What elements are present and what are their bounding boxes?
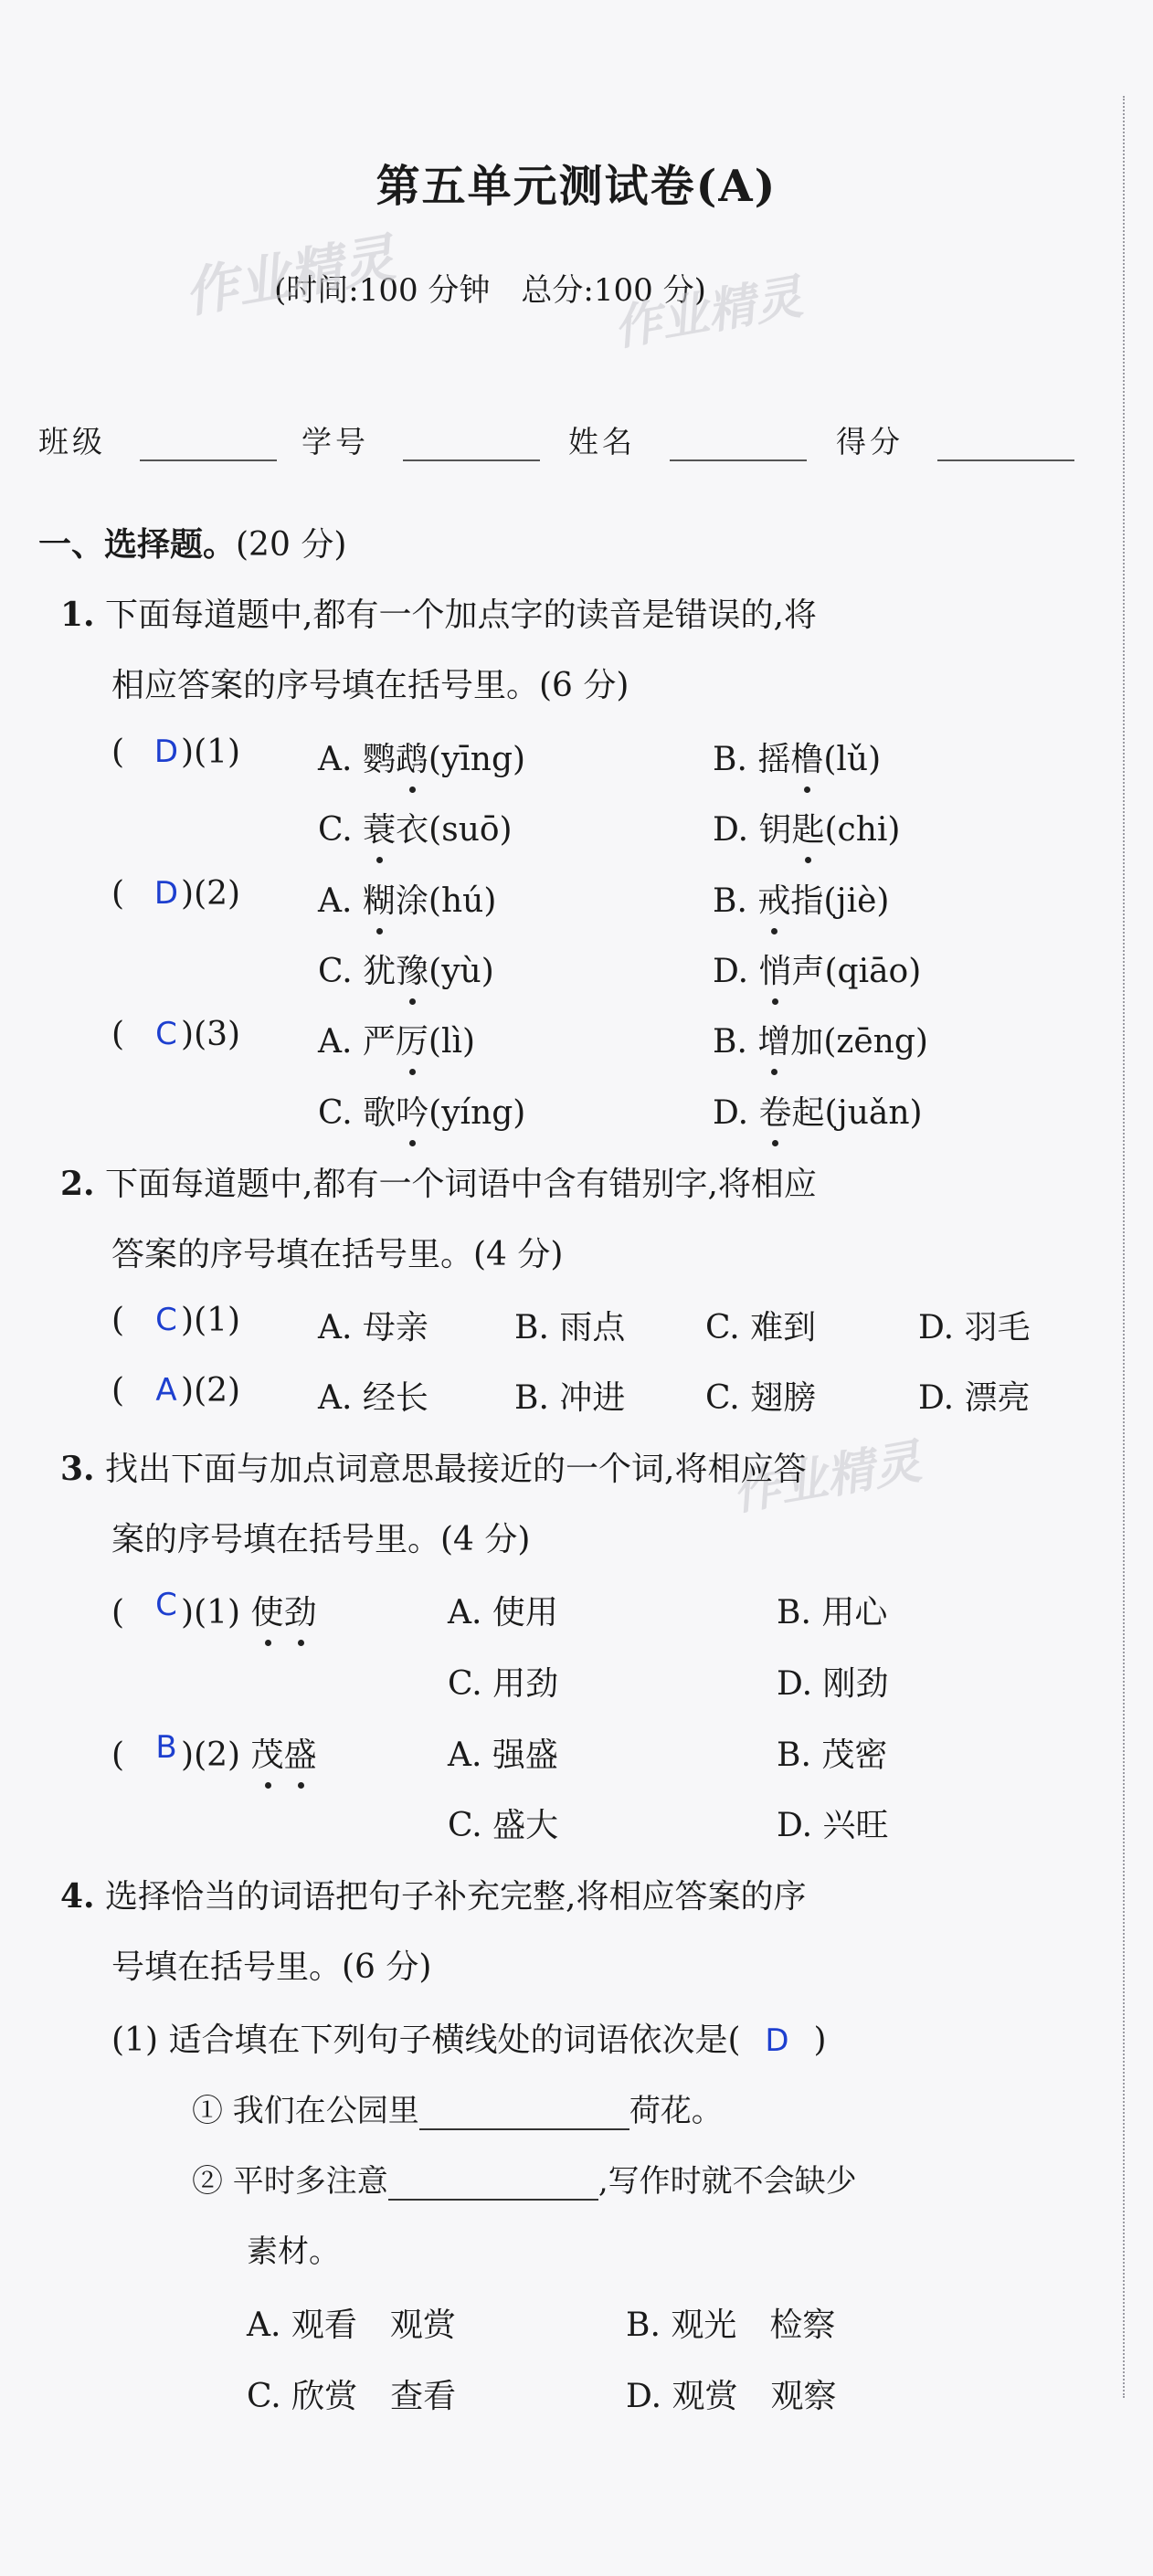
option-b: B. 冲进 xyxy=(514,1379,626,1417)
answer-value: C xyxy=(155,1016,177,1052)
option-a: A. 糊涂(hú) xyxy=(318,875,496,922)
option-d: D. 刚劲 xyxy=(777,1665,889,1703)
option-c: C. 难到 xyxy=(705,1309,817,1346)
question-1-line1 xyxy=(60,589,817,636)
question-text: 选择恰当的词语把句子补充完整,将相应答案的序 xyxy=(105,1878,807,1916)
option-c: C. 用劲 xyxy=(448,1665,559,1703)
answer-paren: ( D )(2) xyxy=(111,875,241,913)
item-number: (2) xyxy=(194,1372,241,1409)
option-c: C. 蓑衣(suō) xyxy=(318,804,513,850)
info-score xyxy=(836,418,1074,461)
answer-paren: ( A )(2) xyxy=(111,1372,241,1409)
option-b: B. 雨点 xyxy=(514,1309,626,1346)
option-b: B. 茂密 xyxy=(777,1737,888,1774)
question-number: 4. xyxy=(60,1877,95,1916)
option-a: A. 使用 xyxy=(448,1594,558,1631)
option-d: D. 卷起(juǎn) xyxy=(713,1087,923,1134)
fill-blank[interactable] xyxy=(388,2199,598,2201)
question-number: 3. xyxy=(60,1450,95,1488)
label-name: 姓名 xyxy=(568,424,636,459)
answer-value: D xyxy=(153,875,179,912)
answer-value: A xyxy=(155,1372,177,1409)
option-a: A. 鹦鹉(yīng) xyxy=(318,734,525,780)
answer-value: D xyxy=(765,2022,789,2059)
item-number: (1) xyxy=(194,1594,241,1631)
option-b: B. 观光 检察 xyxy=(626,2307,836,2344)
option-a: A. 强盛 xyxy=(448,1737,558,1774)
question-1-line2: 相应答案的序号填在括号里。(6 分) xyxy=(111,667,629,704)
page-title: 第五单元测试卷(A) xyxy=(376,161,777,212)
name-field[interactable] xyxy=(670,459,807,461)
section-title xyxy=(38,519,346,565)
info-id xyxy=(301,418,540,461)
answer-paren: ( D )(1) xyxy=(111,734,241,771)
sentence-text: ① 我们在公园里 xyxy=(192,2093,419,2129)
option-d: D. 悄声(qiāo) xyxy=(713,945,921,992)
info-class xyxy=(38,418,277,461)
item-number: (1) xyxy=(194,1302,241,1339)
sub-question-1 xyxy=(111,2014,827,2061)
question-text: 下面每道题中,都有一个加点字的读音是错误的,将 xyxy=(105,596,817,634)
question-4-line2: 号填在括号里。(6 分) xyxy=(111,1948,432,1986)
option-b: B. 用心 xyxy=(777,1594,888,1631)
option-c: C. 翅膀 xyxy=(705,1379,817,1417)
answer-value: C xyxy=(155,1302,177,1338)
binding-dotted-line xyxy=(1123,96,1125,2398)
sub-question-stem: (1) 适合填在下列句子横线处的词语依次是( xyxy=(111,2022,741,2059)
question-4-line1 xyxy=(60,1871,807,1917)
question-2-line1 xyxy=(60,1158,817,1205)
option-d: D. 兴旺 xyxy=(777,1807,889,1844)
sentence-2-cont: 素材。 xyxy=(247,2233,340,2270)
option-d: D. 钥匙(chi) xyxy=(713,804,900,850)
item-number: (3) xyxy=(194,1016,241,1053)
watermark: 作业精灵 xyxy=(609,269,807,357)
option-a: A. 母亲 xyxy=(318,1309,428,1346)
option-a: A. 观看 观赏 xyxy=(247,2307,456,2344)
sentence-text: ,写作时就不会缺少 xyxy=(598,2163,857,2200)
fill-blank[interactable] xyxy=(419,2128,629,2130)
option-b: B. 摇橹(lǔ) xyxy=(713,734,881,780)
label-class: 班级 xyxy=(38,424,106,459)
answer-paren: ( B )(2) 茂盛 xyxy=(111,1729,317,1774)
question-3-line1: 3. 找出下面与加点词意思最接近的一个词,将相应答 xyxy=(60,1450,807,1488)
label-score: 得分 xyxy=(836,424,904,459)
paren-close: ) xyxy=(813,2022,827,2059)
option-c: C. 欣赏 查看 xyxy=(247,2378,457,2415)
answer-paren: ( C )(3) xyxy=(111,1016,241,1053)
option-b: B. 戒指(jiè) xyxy=(713,875,889,922)
option-b: B. 增加(zēng) xyxy=(713,1016,928,1062)
option-c: C. 歌吟(yíng) xyxy=(318,1087,525,1134)
item-number: (1) xyxy=(194,734,241,771)
item-number: (2) xyxy=(194,1737,241,1774)
sentence-text: 荷花。 xyxy=(629,2093,723,2129)
watermark: 作业精灵 xyxy=(728,1434,926,1522)
item-number: (2) xyxy=(194,875,241,913)
option-c: C. 犹豫(yù) xyxy=(318,945,494,992)
answer-paren: ( C )(1) xyxy=(111,1302,241,1339)
answer-value: D xyxy=(153,734,179,770)
section-heading: 一、选择题。 xyxy=(38,525,237,564)
question-2-line2: 答案的序号填在括号里。(4 分) xyxy=(111,1236,564,1273)
option-d: D. 羽毛 xyxy=(918,1309,1031,1346)
option-a: A. 经长 xyxy=(318,1379,428,1417)
option-d: D. 漂亮 xyxy=(918,1379,1031,1417)
option-d: D. 观赏 观察 xyxy=(626,2378,837,2415)
label-id: 学号 xyxy=(301,424,369,459)
answer-value: B xyxy=(155,1729,177,1766)
watermark: 作业精灵 xyxy=(179,227,400,325)
question-text: 下面每道题中,都有一个词语中含有错别字,将相应 xyxy=(105,1166,817,1203)
option-a: A. 严厉(lì) xyxy=(318,1016,475,1062)
question-number: 2. xyxy=(60,1165,95,1203)
answer-value: C xyxy=(155,1587,177,1623)
answer-paren: ( C )(1) 使劲 xyxy=(111,1587,317,1631)
sentence-text: ② 平时多注意 xyxy=(192,2163,388,2200)
sentence-2 xyxy=(192,2156,857,2201)
score-field[interactable] xyxy=(937,459,1074,461)
option-c: C. 盛大 xyxy=(448,1807,559,1844)
exam-time-score: (时间:100 分钟 总分:100 分) xyxy=(274,272,706,309)
question-3-line2: 案的序号填在括号里。(4 分) xyxy=(111,1521,531,1558)
question-number: 1. xyxy=(60,596,95,634)
id-field[interactable] xyxy=(403,459,540,461)
class-field[interactable] xyxy=(140,459,277,461)
section-points: (20 分) xyxy=(236,526,347,564)
info-name xyxy=(568,418,807,461)
sentence-1 xyxy=(192,2085,723,2130)
